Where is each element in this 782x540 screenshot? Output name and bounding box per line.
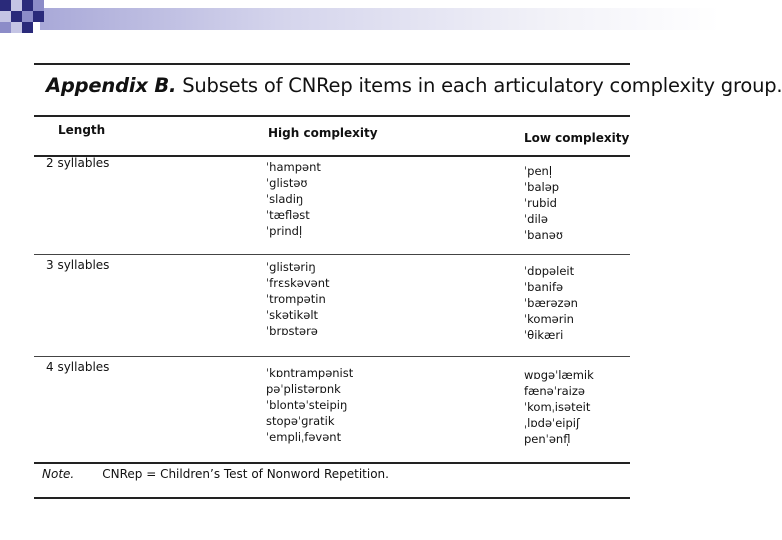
table-title — [46, 74, 782, 97]
length-4-syllables: 4 syllables — [46, 360, 110, 374]
nonword: penˈənfl̩ — [524, 432, 571, 446]
header-gradient-band — [40, 8, 720, 30]
deco-square — [11, 11, 22, 22]
nonword: ˈtæfləst — [266, 208, 310, 222]
nonword: stopəˈɡratik — [266, 414, 335, 428]
nonword: wɒgəˈlæmik — [524, 368, 594, 382]
header-rule — [34, 155, 630, 157]
low-items-2-syllables — [524, 163, 563, 243]
group-rule — [34, 356, 630, 357]
nonword: ˈkomərin — [524, 312, 574, 326]
nonword: ˈbanəʊ — [524, 228, 563, 242]
nonword: ˈbaləp — [524, 180, 560, 194]
title-text: Subsets of CNRep items in each articulatory complexity group. — [182, 74, 782, 97]
nonword: ˈskətikəlt — [266, 308, 319, 322]
nonword: pəˈplistərɒnk — [266, 382, 341, 396]
deco-square — [22, 0, 33, 11]
nonword: ˈhampənt — [266, 160, 321, 174]
deco-square — [0, 11, 11, 22]
nonword: ˈkomˌisəteit — [524, 400, 591, 414]
deco-square — [0, 0, 11, 11]
bottom-rule — [34, 497, 630, 499]
deco-square — [33, 11, 44, 22]
nonword: ˈglistəʊ — [266, 176, 308, 190]
note-label: Note. — [42, 467, 75, 481]
nonword: fænəˈraizə — [524, 384, 585, 398]
deco-square — [33, 0, 44, 11]
high-items-2-syllables — [266, 159, 321, 239]
nonword: ˈbærəzən — [524, 296, 578, 310]
nonword: ˈdilə — [524, 212, 548, 226]
deco-square — [11, 22, 22, 33]
top-rule — [34, 63, 630, 65]
length-2-syllables: 2 syllables — [46, 156, 110, 170]
slide-decoration — [0, 0, 720, 40]
high-items-4-syllables — [266, 365, 353, 445]
nonword: ˌlɒdəˈeipiʃ — [524, 416, 580, 430]
nonword: ˈfrɛskəvənt — [266, 276, 330, 290]
nonword: ˈtrompətin — [266, 292, 326, 306]
deco-square — [0, 22, 11, 33]
nonword: ˈbrɒstərə — [266, 324, 318, 338]
title-rule — [34, 115, 630, 117]
table-note — [42, 467, 389, 481]
title-label: Appendix B. — [46, 74, 177, 97]
nonword: ˈdɒpəleit — [524, 264, 575, 278]
nonword: ˈsladiŋ — [266, 192, 304, 206]
deco-square — [22, 22, 33, 33]
nonword: ˈprindl̩ — [266, 224, 303, 238]
nonword: ˈpenl̩ — [524, 164, 553, 178]
high-items-3-syllables — [266, 259, 330, 339]
header-high-complexity: High complexity — [268, 126, 378, 140]
length-3-syllables: 3 syllables — [46, 258, 110, 272]
header-length: Length — [58, 123, 106, 137]
group-rule — [34, 254, 630, 255]
appendix-table — [34, 63, 782, 503]
body-bottom-rule — [34, 462, 630, 464]
nonword: ˈrubid — [524, 196, 557, 210]
nonword: ˈempliˌfəvənt — [266, 430, 342, 444]
deco-square — [11, 0, 22, 11]
nonword: ˈkɒntrampənist — [266, 366, 354, 380]
deco-square — [22, 11, 33, 22]
header-low-complexity: Low complexity — [524, 131, 630, 145]
low-items-4-syllables — [524, 367, 594, 447]
low-items-3-syllables — [524, 263, 578, 343]
nonword: ˈθikæri — [524, 328, 564, 342]
nonword: ˈblontəˈsteipiŋ — [266, 398, 348, 412]
nonword: ˈglistəriŋ — [266, 260, 316, 274]
nonword: ˈbanifə — [524, 280, 564, 294]
note-text: CNRep = Children’s Test of Nonword Repetition. — [102, 467, 389, 481]
